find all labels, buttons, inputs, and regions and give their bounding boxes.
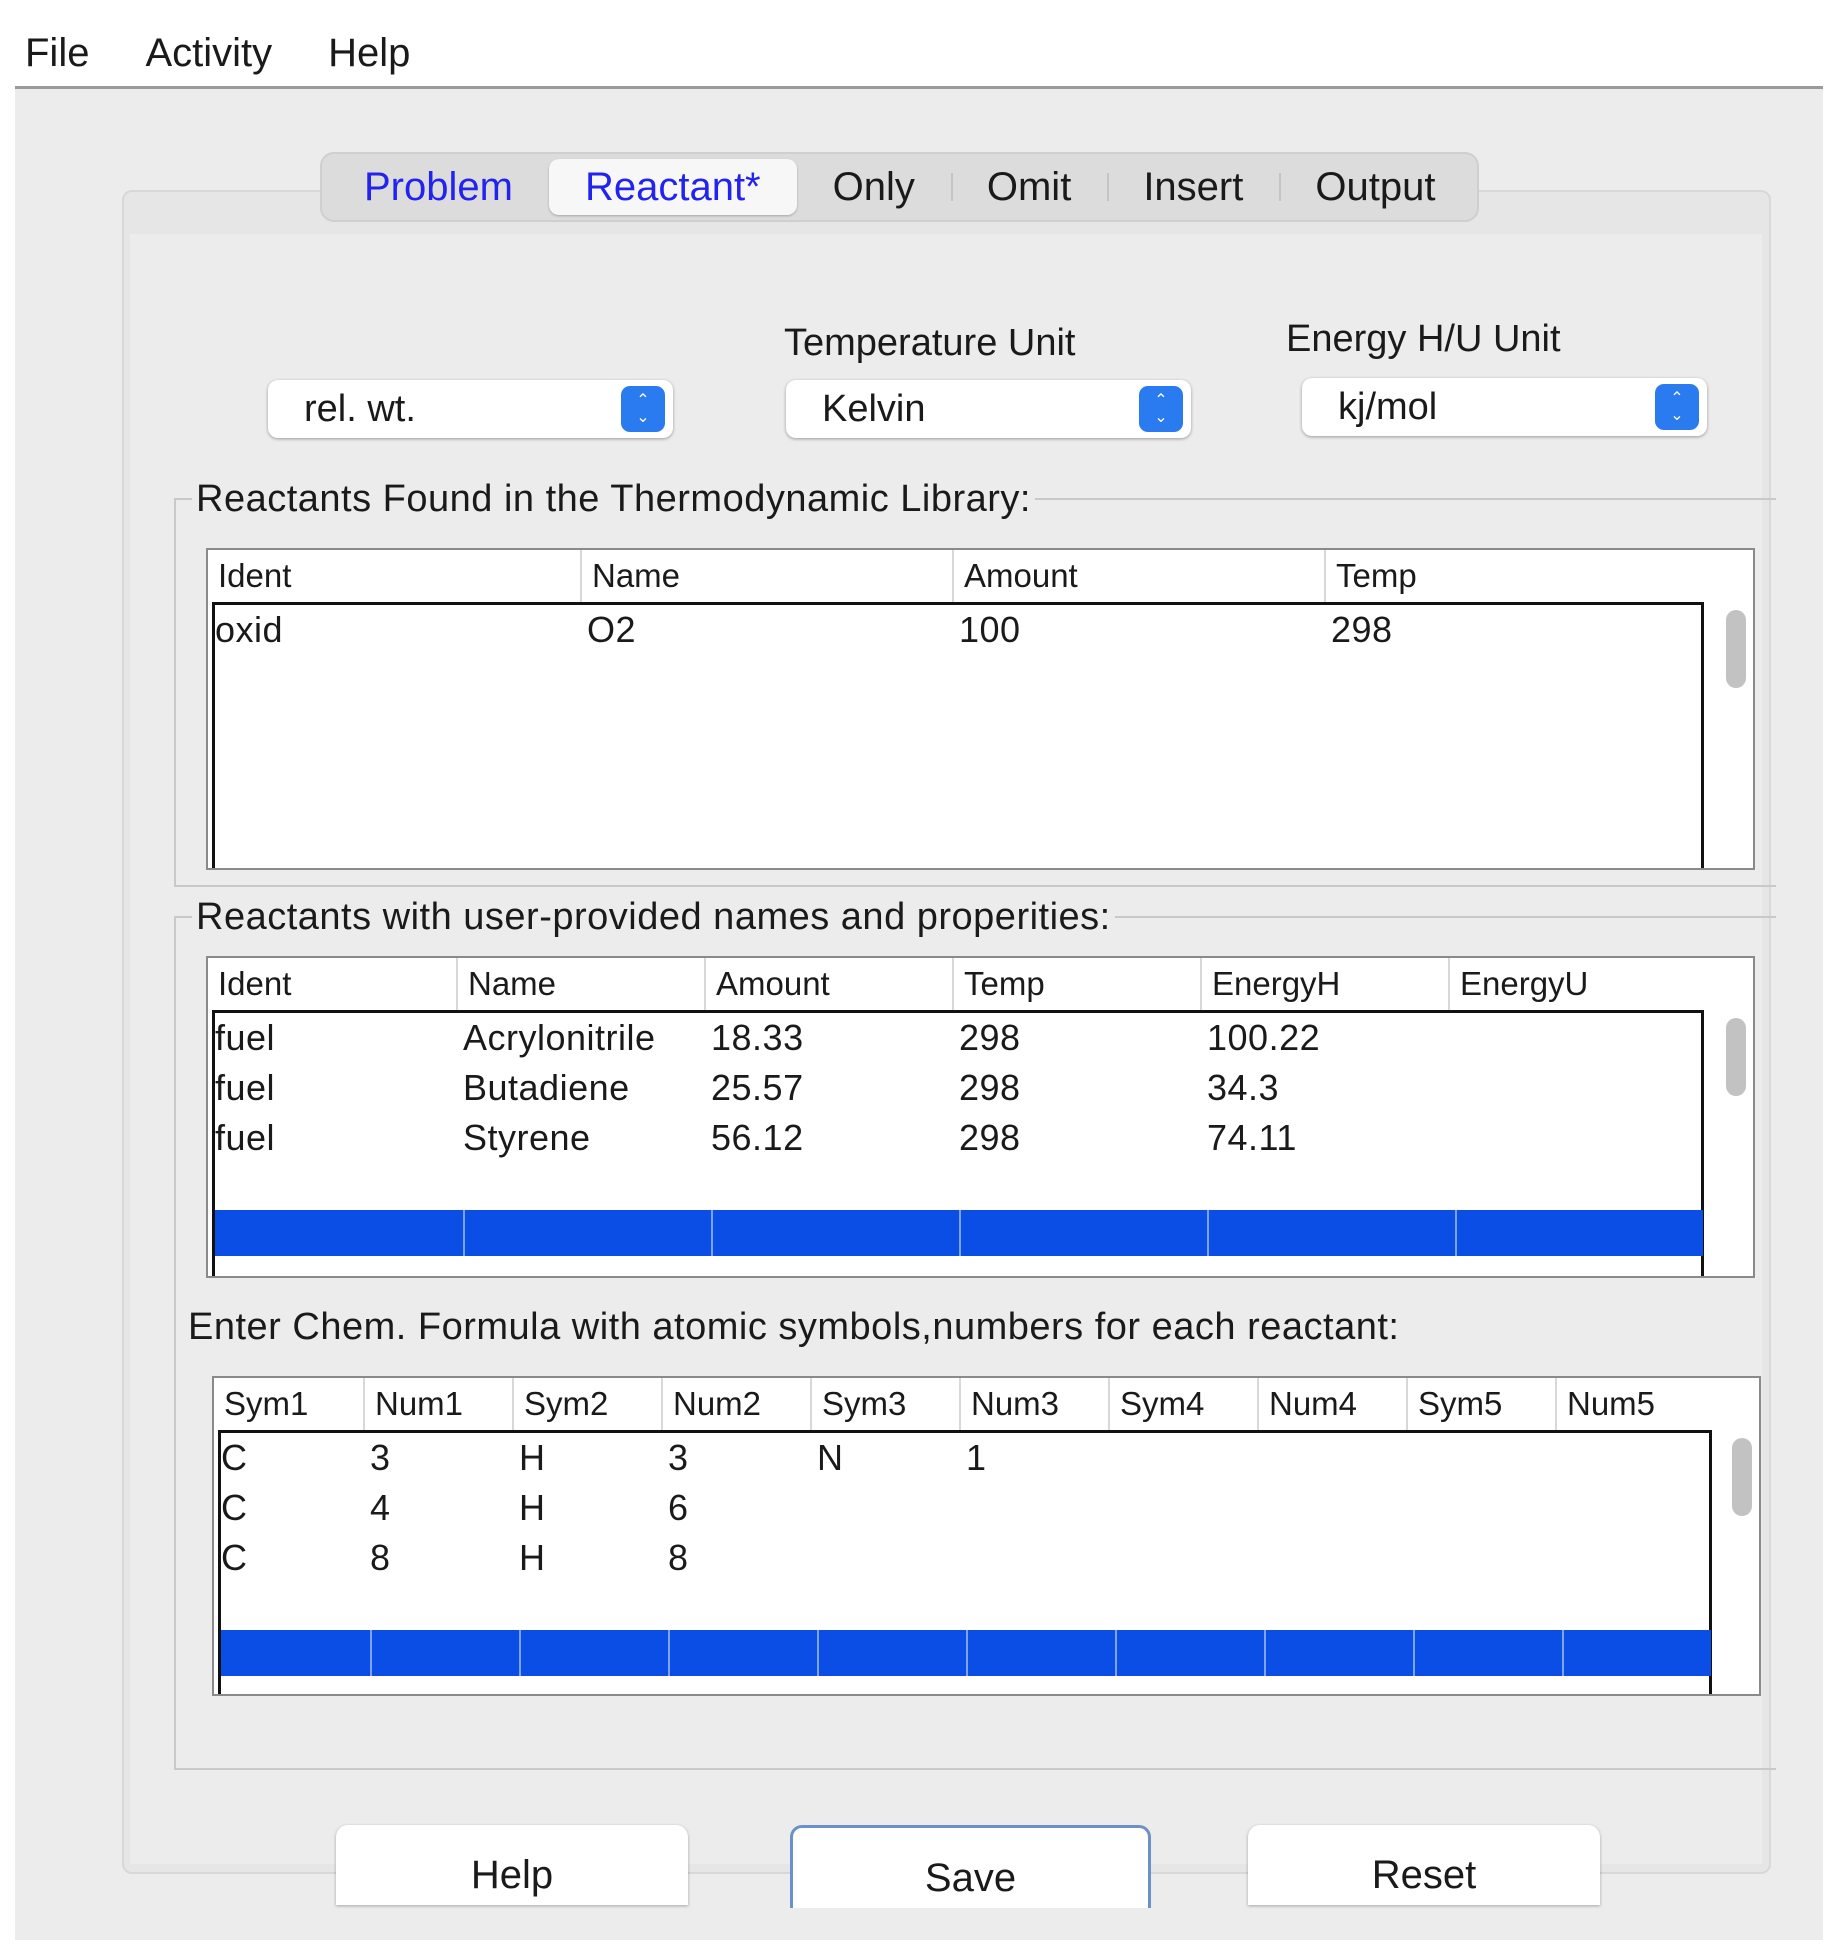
library-table (206, 548, 1755, 870)
user-reactants-table-header (208, 958, 1753, 1010)
user-reactants-cell[interactable]: Butadiene (463, 1067, 630, 1108)
formula-cell[interactable]: C (221, 1537, 248, 1578)
library-cell[interactable]: 100 (959, 609, 1021, 650)
formula-cell[interactable]: C (221, 1437, 248, 1478)
user-reactants-cell[interactable]: fuel (215, 1067, 276, 1108)
formula-cell[interactable]: H (519, 1437, 546, 1478)
formula-table (212, 1376, 1761, 1696)
user-reactants-group-title: Reactants with user-provided names and properities: (192, 896, 1115, 939)
formula-column-header[interactable]: Sym3 (810, 1378, 959, 1430)
library-column-header[interactable]: Amount (952, 550, 1324, 602)
temperature-unit-select[interactable] (786, 380, 1191, 438)
formula-cell[interactable]: N (817, 1437, 844, 1478)
formula-cell[interactable]: H (519, 1487, 546, 1528)
formula-cell[interactable]: 3 (668, 1437, 689, 1478)
tab-bar (320, 152, 1479, 222)
library-table-body (212, 602, 1704, 868)
formula-table-row[interactable] (221, 1483, 1711, 1533)
formula-table-row[interactable] (221, 1433, 1711, 1483)
formula-column-header[interactable]: Sym2 (512, 1378, 661, 1430)
formula-table-body (218, 1430, 1712, 1694)
user-reactants-empty-cell[interactable] (1207, 1210, 1455, 1256)
menu-help[interactable]: Help (328, 30, 411, 75)
tab-omit[interactable]: Omit (951, 159, 1107, 215)
formula-cell[interactable]: 6 (668, 1487, 689, 1528)
formula-cell[interactable]: 8 (370, 1537, 391, 1578)
user-reactants-cell[interactable]: Styrene (463, 1117, 591, 1158)
formula-column-header[interactable]: Num2 (661, 1378, 810, 1430)
formula-column-header[interactable]: Num5 (1555, 1378, 1704, 1430)
tab-output[interactable]: Output (1279, 159, 1471, 215)
formula-table-title: Enter Chem. Formula with atomic symbols,numbers for each reactant: (184, 1306, 1403, 1349)
user-reactants-cell[interactable]: fuel (215, 1017, 276, 1058)
formula-cell[interactable]: 8 (668, 1537, 689, 1578)
user-reactants-cell[interactable]: Acrylonitrile (463, 1017, 656, 1058)
user-reactants-column-header[interactable]: Amount (704, 958, 952, 1010)
user-reactants-cell[interactable]: 25.57 (711, 1067, 804, 1108)
user-reactants-column-header[interactable]: Ident (218, 965, 292, 1002)
library-column-header[interactable]: Ident (218, 557, 292, 594)
formula-empty-cell[interactable] (817, 1630, 966, 1676)
tab-problem[interactable]: Problem (364, 165, 513, 209)
amount-unit-value: rel. wt. (304, 388, 416, 430)
help-button[interactable]: Help (336, 1825, 688, 1905)
library-group-title: Reactants Found in the Thermodynamic Library: (192, 478, 1035, 521)
user-reactants-new-row-selected[interactable] (215, 1210, 1703, 1256)
chevron-updown-icon: ⌃ ⌄ (621, 386, 665, 432)
user-reactants-cell[interactable]: 100.22 (1207, 1017, 1321, 1058)
user-reactants-empty-cell[interactable] (215, 1210, 463, 1256)
formula-table-header (214, 1378, 1759, 1430)
formula-empty-cell[interactable] (221, 1630, 370, 1676)
formula-empty-cell[interactable] (1562, 1630, 1711, 1676)
user-reactants-column-header[interactable]: Temp (952, 958, 1200, 1010)
library-cell[interactable]: O2 (587, 609, 637, 650)
scrollbar-thumb[interactable] (1726, 1018, 1746, 1096)
user-reactants-cell[interactable]: 74.11 (1207, 1117, 1297, 1158)
amount-unit-select[interactable] (268, 380, 673, 438)
formula-cell[interactable]: 1 (966, 1437, 987, 1478)
tab-insert[interactable]: Insert (1107, 159, 1279, 215)
user-reactants-empty-cell[interactable] (1455, 1210, 1703, 1256)
user-reactants-table-row[interactable] (215, 1113, 1703, 1163)
save-button[interactable]: Save (790, 1825, 1151, 1908)
formula-empty-cell[interactable] (1413, 1630, 1562, 1676)
user-reactants-cell[interactable]: 298 (959, 1017, 1021, 1058)
formula-cell[interactable]: H (519, 1537, 546, 1578)
library-column-header[interactable]: Name (580, 550, 952, 602)
user-reactants-column-header[interactable]: EnergyH (1200, 958, 1448, 1010)
user-reactants-table-body (212, 1010, 1704, 1276)
user-reactants-empty-cell[interactable] (463, 1210, 711, 1256)
energy-unit-value: kj/mol (1338, 386, 1438, 428)
scrollbar-thumb[interactable] (1726, 610, 1746, 688)
library-cell[interactable]: 298 (1331, 609, 1393, 650)
formula-empty-cell[interactable] (519, 1630, 668, 1676)
formula-column-header[interactable]: Num4 (1257, 1378, 1406, 1430)
formula-column-header[interactable]: Sym4 (1108, 1378, 1257, 1430)
user-reactants-empty-cell[interactable] (711, 1210, 959, 1256)
tab-only[interactable]: Only (832, 165, 915, 209)
library-table-scrollbar[interactable] (1725, 606, 1747, 864)
energy-unit-select[interactable] (1302, 378, 1707, 436)
formula-empty-cell[interactable] (1264, 1630, 1413, 1676)
scrollbar-thumb[interactable] (1732, 1438, 1752, 1516)
user-reactants-cell[interactable]: fuel (215, 1117, 276, 1158)
user-reactants-table-scrollbar[interactable] (1725, 1014, 1747, 1272)
user-reactants-table-row[interactable] (215, 1013, 1703, 1063)
formula-column-header[interactable]: Sym5 (1406, 1378, 1555, 1430)
library-column-header[interactable]: Temp (1324, 550, 1696, 602)
formula-table-scrollbar[interactable] (1731, 1434, 1753, 1690)
temperature-unit-label: Temperature Unit (784, 322, 1076, 364)
user-reactants-column-header[interactable]: EnergyU (1448, 958, 1696, 1010)
formula-new-row-selected[interactable] (221, 1630, 1711, 1676)
formula-empty-cell[interactable] (966, 1630, 1115, 1676)
user-reactants-cell[interactable]: 298 (959, 1117, 1021, 1158)
library-table-header (208, 550, 1753, 602)
user-reactants-column-header[interactable]: Name (456, 958, 704, 1010)
library-cell[interactable]: oxid (215, 609, 284, 650)
chevron-updown-icon: ⌃ ⌄ (1655, 384, 1699, 430)
reset-button[interactable]: Reset (1248, 1825, 1600, 1905)
menu-file[interactable]: File (25, 30, 90, 75)
user-reactants-cell[interactable]: 56.12 (711, 1117, 804, 1158)
menu-activity[interactable]: Activity (145, 30, 273, 75)
user-reactants-table (206, 956, 1755, 1278)
user-reactants-empty-cell[interactable] (959, 1210, 1207, 1256)
formula-empty-cell[interactable] (370, 1630, 519, 1676)
formula-cell[interactable]: 4 (370, 1487, 391, 1528)
library-table-row[interactable] (215, 605, 1703, 655)
formula-column-header[interactable]: Num1 (363, 1378, 512, 1430)
temperature-unit-value: Kelvin (822, 388, 926, 430)
formula-empty-cell[interactable] (668, 1630, 817, 1676)
menu-bar (15, 20, 1823, 89)
user-reactants-table-row[interactable] (215, 1063, 1703, 1113)
user-reactants-cell[interactable]: 34.3 (1207, 1067, 1280, 1108)
chevron-updown-icon: ⌃ ⌄ (1139, 386, 1183, 432)
tab-reactant[interactable]: Reactant* (549, 159, 797, 215)
energy-unit-label: Energy H/U Unit (1286, 318, 1561, 360)
formula-table-row[interactable] (221, 1533, 1711, 1583)
formula-cell[interactable]: C (221, 1487, 248, 1528)
formula-cell[interactable]: 3 (370, 1437, 391, 1478)
formula-empty-cell[interactable] (1115, 1630, 1264, 1676)
user-reactants-cell[interactable]: 298 (959, 1067, 1021, 1108)
formula-column-header[interactable]: Sym1 (224, 1385, 309, 1422)
formula-column-header[interactable]: Num3 (959, 1378, 1108, 1430)
user-reactants-cell[interactable]: 18.33 (711, 1017, 804, 1058)
